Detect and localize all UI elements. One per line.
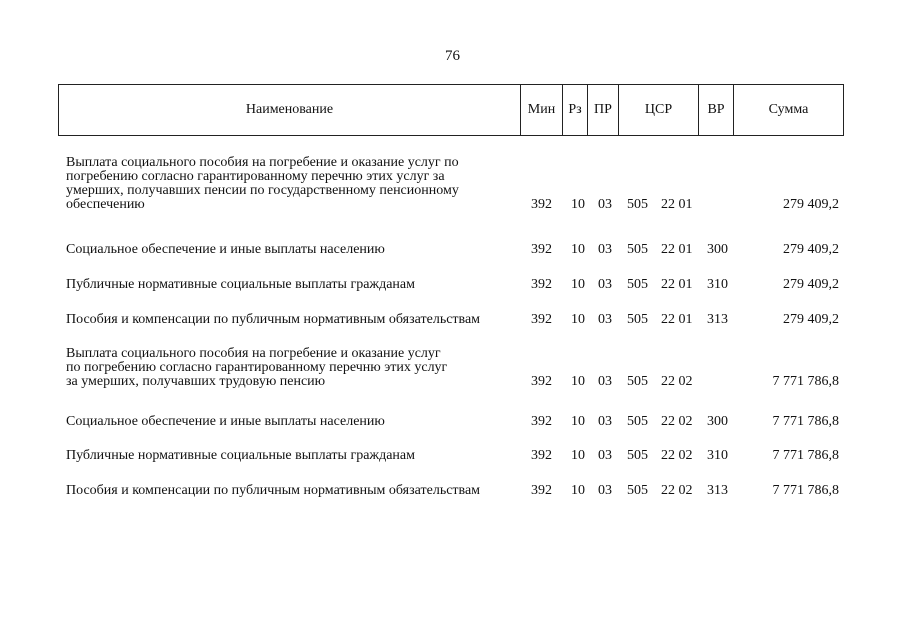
cell-csr-program: 505 — [627, 277, 648, 292]
cell-min: 392 — [531, 197, 552, 212]
cell-min: 392 — [531, 448, 552, 463]
row-name-line: по погребению согласно гарантированному перечню этих услуг — [66, 360, 448, 375]
column-header-name: Наименование — [59, 85, 521, 135]
row-name — [66, 449, 516, 463]
cell-min: 392 — [531, 312, 552, 327]
cell-csr-item: 22 01 — [661, 197, 693, 212]
cell-vr: 313 — [707, 483, 728, 498]
row-name-line: Социальное обеспечение и иные выплаты населению — [66, 414, 385, 429]
cell-csr-program: 505 — [627, 448, 648, 463]
cell-csr-program: 505 — [627, 374, 648, 389]
cell-sum: 279 409,2 — [783, 312, 839, 327]
column-header-min: Мин — [521, 85, 563, 135]
cell-vr: 313 — [707, 312, 728, 327]
cell-csr-item: 22 01 — [661, 277, 693, 292]
row-name-line: Выплата социального пособия на погребение и оказание услуг — [66, 346, 441, 361]
cell-rz: 10 — [571, 197, 585, 212]
cell-rz: 10 — [571, 277, 585, 292]
cell-csr-program: 505 — [627, 312, 648, 327]
row-name — [66, 156, 516, 212]
cell-csr-item: 22 01 — [661, 242, 693, 257]
cell-pr: 03 — [598, 374, 612, 389]
cell-min: 392 — [531, 414, 552, 429]
cell-csr-item: 22 02 — [661, 374, 693, 389]
cell-csr-item: 22 02 — [661, 414, 693, 429]
cell-sum: 279 409,2 — [783, 277, 839, 292]
cell-min: 392 — [531, 242, 552, 257]
row-name — [66, 484, 516, 498]
row-name-line: Публичные нормативные социальные выплаты гражданам — [66, 277, 415, 292]
table-header — [58, 84, 844, 136]
column-header-pr: ПР — [588, 85, 619, 135]
cell-rz: 10 — [571, 414, 585, 429]
cell-pr: 03 — [598, 197, 612, 212]
row-name-line: погребению согласно гарантированному перечню этих услуг за — [66, 169, 445, 184]
cell-pr: 03 — [598, 277, 612, 292]
cell-min: 392 — [531, 277, 552, 292]
row-name — [66, 313, 516, 327]
row-name — [66, 347, 516, 389]
row-name-line: Социальное обеспечение и иные выплаты населению — [66, 242, 385, 257]
row-name-line: обеспечению — [66, 197, 145, 212]
cell-rz: 10 — [571, 374, 585, 389]
column-header-vr: ВР — [699, 85, 734, 135]
cell-csr-program: 505 — [627, 197, 648, 212]
cell-csr-item: 22 02 — [661, 483, 693, 498]
page-number: 76 — [445, 48, 460, 64]
cell-rz: 10 — [571, 448, 585, 463]
row-name-line: Публичные нормативные социальные выплаты гражданам — [66, 448, 415, 463]
cell-csr-program: 505 — [627, 414, 648, 429]
cell-pr: 03 — [598, 242, 612, 257]
cell-rz: 10 — [571, 483, 585, 498]
cell-min: 392 — [531, 483, 552, 498]
cell-sum: 7 771 786,8 — [772, 374, 839, 389]
cell-rz: 10 — [571, 242, 585, 257]
row-name-line: умерших, получавших пенсии по государственному пенсионному — [66, 183, 459, 198]
cell-rz: 10 — [571, 312, 585, 327]
cell-vr: 310 — [707, 448, 728, 463]
cell-sum: 279 409,2 — [783, 197, 839, 212]
row-name-line: Выплата социального пособия на погребение и оказание услуг по — [66, 155, 459, 170]
cell-pr: 03 — [598, 312, 612, 327]
row-name-line: Пособия и компенсации по публичным нормативным обязательствам — [66, 312, 481, 327]
cell-csr-item: 22 02 — [661, 448, 693, 463]
row-name — [66, 415, 516, 429]
cell-vr: 310 — [707, 277, 728, 292]
cell-sum: 7 771 786,8 — [772, 414, 839, 429]
cell-csr-item: 22 01 — [661, 312, 693, 327]
cell-vr: 300 — [707, 242, 728, 257]
cell-pr: 03 — [598, 448, 612, 463]
column-header-sum: Сумма — [768, 102, 809, 117]
row-name — [66, 243, 516, 257]
cell-sum: 7 771 786,8 — [772, 483, 839, 498]
cell-min: 392 — [531, 374, 552, 389]
cell-pr: 03 — [598, 414, 612, 429]
row-name-line: Пособия и компенсации по публичным нормативным обязательствам — [66, 483, 481, 498]
column-header-csr: ЦСР — [619, 85, 699, 135]
cell-sum: 279 409,2 — [783, 242, 839, 257]
cell-sum: 7 771 786,8 — [772, 448, 839, 463]
row-name-line: за умерших, получавших трудовую пенсию — [66, 374, 326, 389]
cell-pr: 03 — [598, 483, 612, 498]
cell-csr-program: 505 — [627, 242, 648, 257]
cell-vr: 300 — [707, 414, 728, 429]
row-name — [66, 278, 516, 292]
column-header-rz: Рз — [563, 85, 588, 135]
cell-csr-program: 505 — [627, 483, 648, 498]
